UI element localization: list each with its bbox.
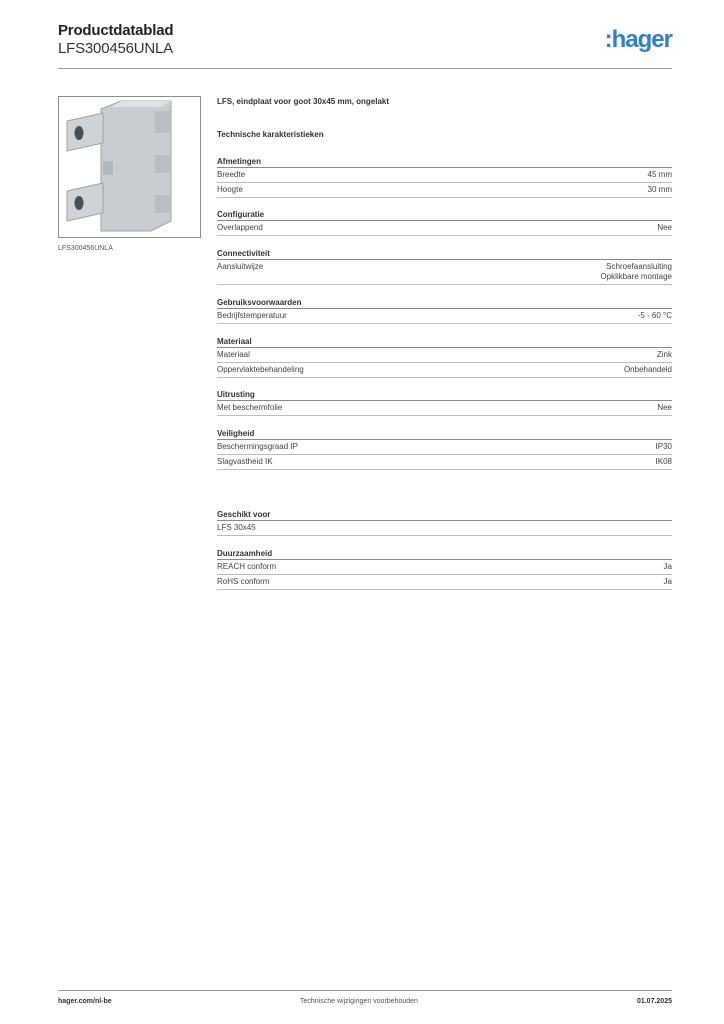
row-label: Bedrijfstemperatuur — [217, 311, 287, 320]
table-row — [217, 348, 672, 363]
section-title: Connectiviteit — [217, 249, 270, 258]
section-title: Duurzaamheid — [217, 549, 273, 558]
row-label: Met beschermfolie — [217, 403, 283, 412]
row-value: Nee — [657, 223, 672, 232]
row-label: Aansluitwijze — [217, 262, 264, 271]
product-description: LFS, eindplaat voor goot 30x45 mm, ongelakt — [217, 97, 390, 106]
hager-logo: :hager — [604, 26, 672, 53]
table-row — [217, 455, 672, 470]
product-code: LFS300456UNLA — [58, 40, 173, 57]
header-divider — [58, 68, 672, 69]
row-value: Nee — [657, 403, 672, 412]
row-value: IP30 — [655, 442, 672, 451]
row-label: Oppervlaktebehandeling — [217, 365, 304, 374]
table-row — [217, 260, 672, 285]
row-value-line: Opklikbare montage — [600, 272, 672, 281]
table-row — [217, 183, 672, 198]
row-value: Ja — [663, 577, 672, 586]
product-image — [58, 96, 201, 238]
section-title: Geschikt voor — [217, 510, 271, 519]
section-geschikt-voor — [217, 509, 672, 536]
row-value: IK08 — [655, 457, 672, 466]
document-header — [58, 20, 672, 70]
technical-heading: Technische karakteristieken — [217, 130, 324, 139]
document-title: Productdatablad — [58, 22, 174, 39]
row-value — [600, 262, 672, 282]
section-uitrusting — [217, 389, 672, 416]
table-row — [217, 363, 672, 378]
row-label: Slagvastheid IK — [217, 457, 273, 466]
table-row — [217, 401, 672, 416]
section-title: Materiaal — [217, 337, 252, 346]
section-connectiviteit — [217, 248, 672, 285]
footer-divider — [58, 990, 672, 991]
footer-date: 01.07.2025 — [636, 998, 672, 1005]
row-label: Breedte — [217, 170, 246, 179]
image-caption: LFS300456UNLA — [58, 245, 113, 252]
table-row — [217, 521, 672, 536]
section-title: Uitrusting — [217, 390, 255, 399]
row-value: 30 mm — [647, 185, 672, 194]
row-label: Beschermingsgraad IP — [217, 442, 298, 451]
row-label: LFS 30x45 — [217, 523, 256, 532]
section-title: Gebruiksvoorwaarden — [217, 298, 302, 307]
section-gebruiksvoorwaarden — [217, 297, 672, 324]
section-title: Configuratie — [217, 210, 265, 219]
row-label: Materiaal — [217, 350, 250, 359]
section-materiaal — [217, 336, 672, 378]
table-row — [217, 309, 672, 324]
row-value: Zink — [656, 350, 672, 359]
section-afmetingen — [217, 156, 672, 198]
section-veiligheid — [217, 428, 672, 470]
section-title: Afmetingen — [217, 157, 261, 166]
table-row — [217, 560, 672, 575]
table-row — [217, 575, 672, 590]
section-title: Veiligheid — [217, 429, 255, 438]
row-value: Ja — [663, 562, 672, 571]
footer-website: hager.com/nl-be — [58, 998, 112, 1005]
row-label: Overlappend — [217, 223, 263, 232]
row-label: Hoogte — [217, 185, 243, 194]
end-plate-illustration — [59, 97, 202, 239]
table-row — [217, 221, 672, 236]
row-label: REACH conform — [217, 562, 277, 571]
section-configuratie — [217, 209, 672, 236]
table-row — [217, 168, 672, 183]
row-label: RoHS conform — [217, 577, 270, 586]
table-row — [217, 440, 672, 455]
row-value-line: Schroefaansluiting — [606, 262, 672, 271]
footer-notice: Technische wijzigingen voorbehouden — [300, 998, 418, 1005]
row-value: 45 mm — [647, 170, 672, 179]
row-value: Onbehandeld — [623, 365, 672, 374]
row-value: -5 - 60 °C — [637, 311, 672, 320]
section-duurzaamheid — [217, 548, 672, 590]
